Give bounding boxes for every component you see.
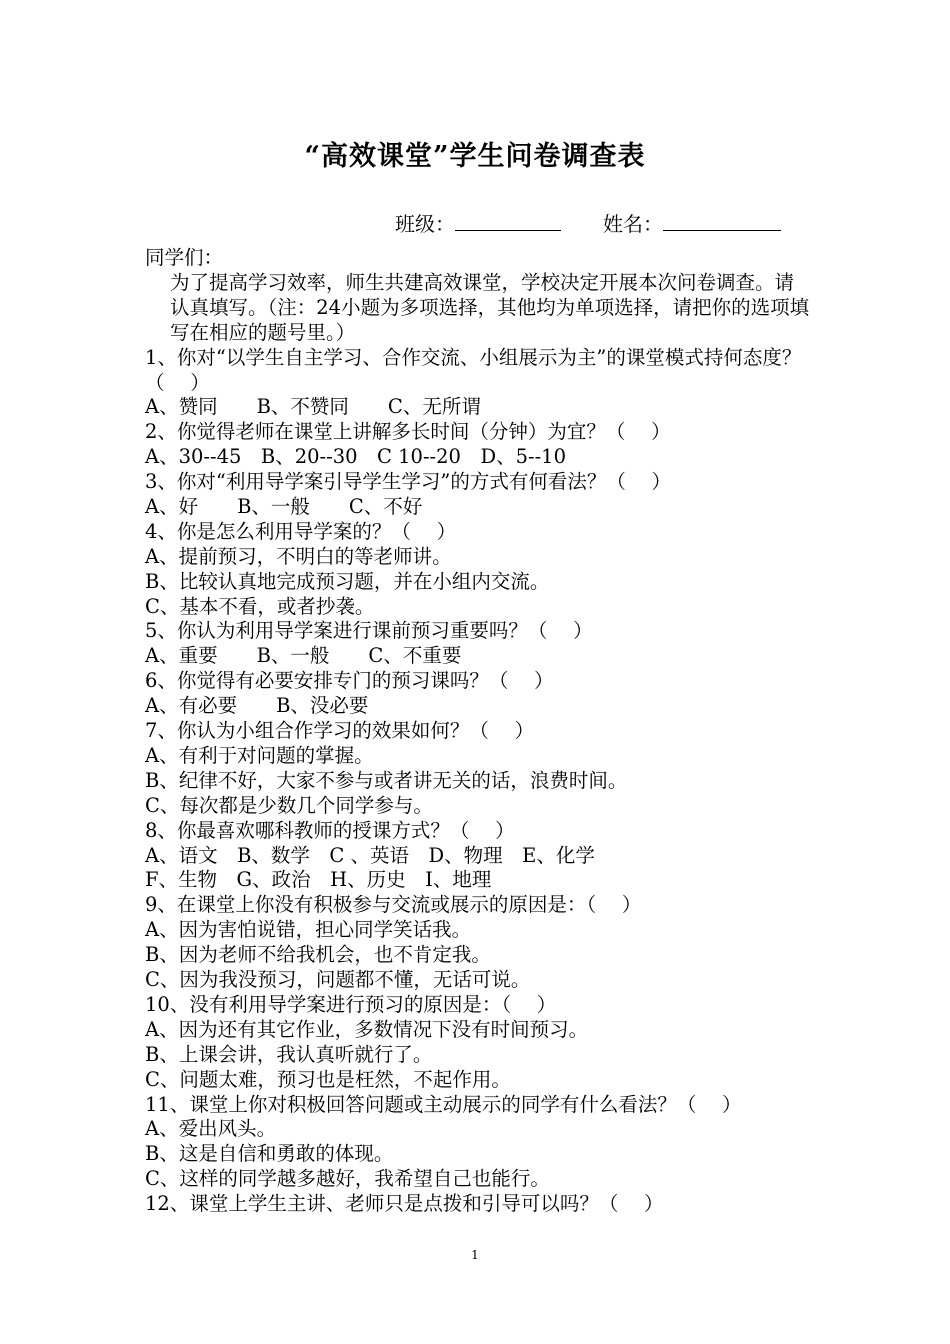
- question-2-options: A、30--45 B、20--30 C 10--20 D、5--10: [145, 445, 566, 469]
- name-label: 姓名：: [603, 212, 663, 236]
- question-7: 7、你认为小组合作学习的效果如何？（ ）: [145, 719, 535, 743]
- question-11-options: B、这是自信和勇敢的体现。: [145, 1142, 394, 1166]
- question-4: 4、你是怎么利用导学案的？（ ）: [145, 519, 457, 543]
- page-number: 1: [471, 1248, 479, 1262]
- class-blank[interactable]: [455, 210, 561, 231]
- page-title: “高效课堂”学生问卷调查表: [304, 141, 646, 172]
- question-11: 11、课堂上你对积极回答问题或主动展示的同学有什么看法？（ ）: [145, 1092, 742, 1116]
- question-7-options: C、每次都是少数几个同学参与。: [145, 793, 433, 817]
- question-5-options: A、重要 B、一般 C、不重要: [145, 644, 462, 668]
- question-7-options: A、有利于对问题的掌握。: [145, 743, 374, 767]
- question-3: 3、你对“利用导学案引导学生学习”的方式有何看法？（ ）: [145, 470, 672, 494]
- name-blank[interactable]: [663, 210, 781, 231]
- question-6: 6、你觉得有必要安排专门的预习课吗？（ ）: [145, 669, 554, 693]
- question-8-options: F、生物 G、政治 H、历史 I、地理: [145, 868, 492, 892]
- intro-paragraph: 为了提高学习效率，师生共建高效课堂，学校决定开展本次问卷调查。请认真填写。（注：24小题为多项选择，其他均为单项选择，请把你的选项填写在相应的题号里。）: [170, 270, 810, 344]
- question-11-options: C、这样的同学越多越好，我希望自己也能行。: [145, 1167, 550, 1191]
- question-9-options: A、因为害怕说错，担心同学笑话我。: [145, 918, 472, 942]
- question-10-options: A、因为还有其它作业，多数情况下没有时间预习。: [145, 1017, 589, 1041]
- question-9-options: C、因为我没预习，问题都不懂，无话可说。: [145, 968, 531, 992]
- question-9: 9、在课堂上你没有积极参与交流或展示的原因是：（ ）: [145, 893, 642, 917]
- question-4-options: A、提前预习，不明白的等老师讲。: [145, 544, 452, 568]
- class-label: 班级：: [395, 212, 455, 236]
- question-12: 12、课堂上学生主讲、老师只是点拨和引导可以吗？（ ）: [145, 1192, 664, 1216]
- question-10-options: C、问题太难，预习也是枉然，不起作用。: [145, 1067, 511, 1091]
- question-5: 5、你认为利用导学案进行课前预习重要吗？（ ）: [145, 619, 593, 643]
- question-11-options: A、爱出风头。: [145, 1117, 277, 1141]
- question-1-options: A、赞同 B、不赞同 C、无所谓: [145, 395, 481, 419]
- question-10: 10、没有利用导学案进行预习的原因是：（ ）: [145, 992, 557, 1016]
- question-6-options: A、有必要 B、没必要: [145, 694, 369, 718]
- question-10-options: B、上课会讲，我认真听就行了。: [145, 1042, 433, 1066]
- questionnaire-body: [145, 246, 810, 1217]
- question-1: 1、你对“以学生自主学习、合作交流、小组展示为主”的课堂模式持何态度？（ ）: [145, 345, 802, 394]
- question-8-options: A、语文 B、数学 C 、英语 D、物理 E、化学: [145, 843, 595, 867]
- question-3-options: A、好 B、一般 C、不好: [145, 495, 423, 519]
- greeting: 同学们：: [145, 246, 224, 269]
- question-list: [145, 346, 810, 1217]
- question-7-options: B、纪律不好，大家不参与或者讲无关的话，浪费时间。: [145, 768, 628, 792]
- question-2: 2、你觉得老师在课堂上讲解多长时间（分钟）为宜？（ ）: [145, 420, 671, 444]
- question-4-options: B、比较认真地完成预习题，并在小组内交流。: [145, 569, 550, 593]
- question-8: 8、你最喜欢哪科教师的授课方式？（ ）: [145, 818, 515, 842]
- question-9-options: B、因为老师不给我机会，也不肯定我。: [145, 943, 491, 967]
- question-4-options: C、基本不看，或者抄袭。: [145, 594, 375, 618]
- class-name-line: [395, 208, 781, 237]
